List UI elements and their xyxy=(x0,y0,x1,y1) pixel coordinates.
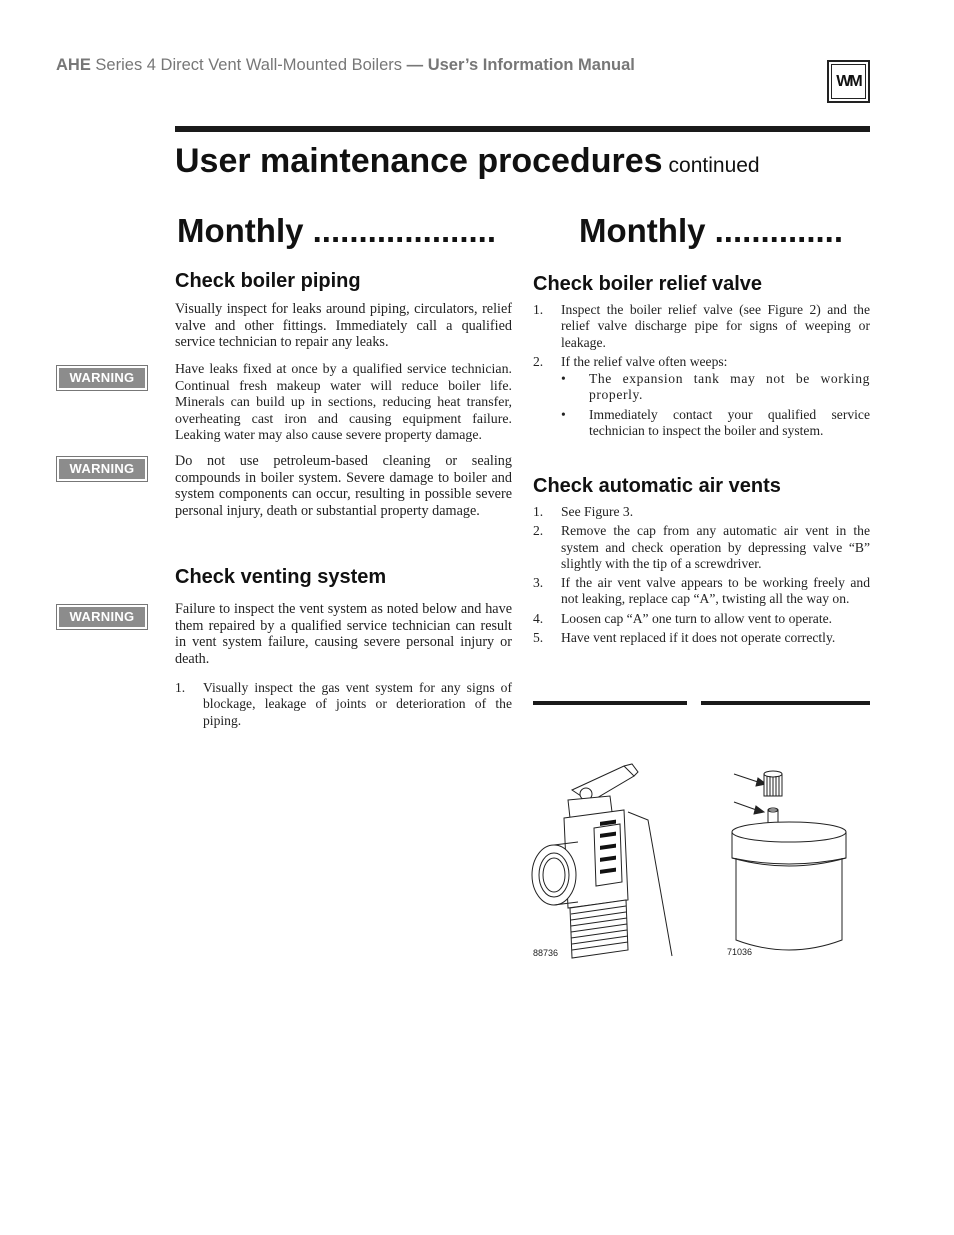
list-item-number: 1. xyxy=(533,302,544,317)
monthly-heading-right: Monthly .............. xyxy=(579,212,843,249)
bullet-mark: • xyxy=(561,371,567,387)
relief-valve-steps xyxy=(533,302,870,442)
air-vent-steps xyxy=(533,504,870,649)
bullet-mark: • xyxy=(561,406,566,422)
warning-badge-label: WARNING xyxy=(59,368,145,388)
list-item xyxy=(533,630,870,646)
header-series: Series 4 Direct Vent Wall-Mounted Boilers xyxy=(90,56,407,74)
list-item-text: If the relief valve often weeps: xyxy=(561,353,728,369)
page-title-text: User maintenance procedures xyxy=(175,142,663,180)
list-item-text: Remove the cap from any automatic air vent in the system and check operation by depressing valve “B” slightly with the tip of a screwdriver. xyxy=(561,523,870,571)
warning-badge-1 xyxy=(56,365,148,391)
warning-badge-2 xyxy=(56,456,148,482)
heading-check-boiler-piping: Check boiler piping xyxy=(175,270,361,292)
figure-3-rule xyxy=(701,701,870,705)
list-item-number: 1. xyxy=(175,680,186,695)
list-item-text: Visually inspect the gas vent system for any signs of blockage, leakage of joints or deterioration of the piping. xyxy=(203,680,512,728)
list-item-text: Loosen cap “A” one turn to allow vent to operate. xyxy=(561,610,833,626)
heading-check-venting-system: Check venting system xyxy=(175,566,387,588)
running-header xyxy=(56,56,816,78)
list-item-number: 5. xyxy=(533,630,544,646)
list-item-number: 3. xyxy=(533,575,544,591)
list-item-number: 2. xyxy=(533,353,544,369)
warning-badge-label: WARNING xyxy=(59,607,145,627)
warning-text-1: Have leaks fixed at once by a qualified service technician. Continual fresh makeup water will reduce boiler life. Minerals can build up in sections, reducing heat transfer, overheating cast iron and causing equipment failure. Leaking water may also cause severe property damage. xyxy=(175,362,512,444)
list-item xyxy=(533,611,870,627)
list-item xyxy=(533,523,870,572)
title-rule xyxy=(175,126,870,132)
figure-2-rule xyxy=(533,701,687,705)
warning-badge-label: WARNING xyxy=(59,459,145,479)
list-item xyxy=(533,504,870,520)
list-item-number: 4. xyxy=(533,610,544,626)
list-item xyxy=(533,302,870,351)
page-title-suffix: continued xyxy=(668,154,760,177)
list-item-number: 2. xyxy=(533,523,544,539)
list-item-text: See Figure 3. xyxy=(561,504,634,519)
logo-text: WM xyxy=(831,64,866,99)
page-title xyxy=(175,142,760,181)
warning-text-3: Failure to inspect the vent system as noted below and have them repaired by a qualified service technician can result in vent system failure, causing severe personal injury or death. xyxy=(175,601,512,667)
figure-2-number: 88736 xyxy=(533,948,559,958)
heading-check-boiler-relief-valve: Check boiler relief valve xyxy=(533,273,763,295)
piping-intro: Visually inspect for leaks around piping, circulators, relief valve and other fittings. Immediately call a qualified service technician to repair any leaks. xyxy=(175,301,512,351)
warning-text-2: Do not use petroleum-based cleaning or sealing compounds in boiler system. Severe damage to boiler and system components can occur, resulting in possible severe personal injury, death or substantial property damage. xyxy=(175,453,512,519)
bullet-item xyxy=(561,407,870,440)
venting-steps xyxy=(175,680,512,732)
list-item-text: If the air vent valve appears to be working freely and not leaking, replace cap “A”, twisting all the way on. xyxy=(561,575,870,607)
list-item-text: Inspect the boiler relief valve (see Figure 2) and the relief valve discharge pipe for signs of weeping or leakage. xyxy=(561,302,870,350)
weep-causes-list xyxy=(561,371,870,439)
list-item xyxy=(175,680,512,729)
header-brand: AHE xyxy=(56,56,91,74)
bullet-text: The expansion tank may not be working properly. xyxy=(589,371,870,403)
monthly-heading-left: Monthly .................... xyxy=(177,212,497,249)
list-item-text: Have vent replaced if it does not operate correctly. xyxy=(561,630,836,646)
list-item xyxy=(533,354,870,439)
figure-3-number: 71036 xyxy=(727,947,753,957)
heading-check-automatic-air-vents: Check automatic air vents xyxy=(533,475,781,497)
warning-badge-3 xyxy=(56,604,148,630)
list-item xyxy=(533,575,870,608)
bullet-item xyxy=(561,371,870,404)
header-manual: — User’s Information Manual xyxy=(406,56,635,74)
list-item-number: 1. xyxy=(533,504,544,519)
bullet-text: Immediately contact your qualified service technician to inspect the boiler and system. xyxy=(589,406,870,439)
air-vent-illustration xyxy=(728,766,852,956)
weil-mclain-logo xyxy=(827,60,870,103)
relief-valve-illustration xyxy=(528,760,678,960)
